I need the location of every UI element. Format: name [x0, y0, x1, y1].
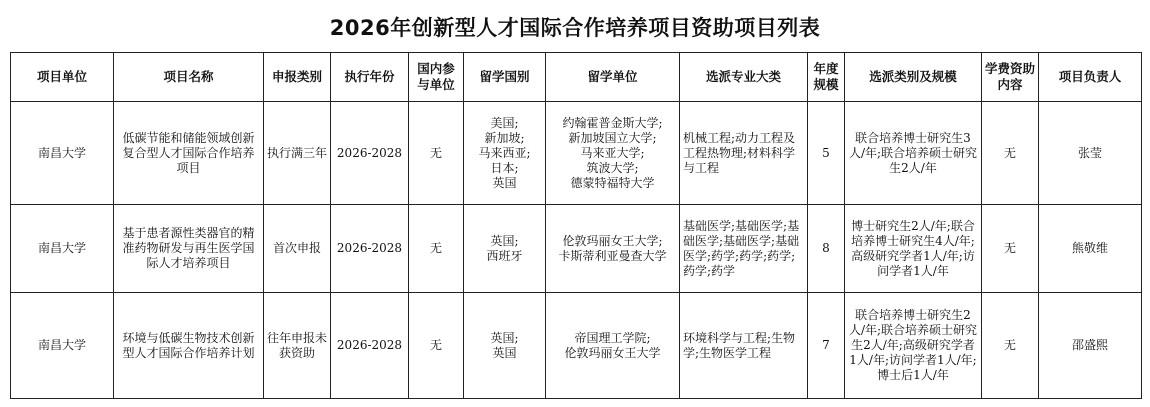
- header-partner: 国内参与单位: [409, 53, 464, 102]
- cell-major: 机械工程;动力工程及工程热物理;材料科学与工程: [680, 102, 808, 205]
- header-major: 选派专业大类: [680, 53, 808, 102]
- cell-scale: 7: [808, 293, 845, 399]
- cell-major: 环境科学与工程;生物学;生物医学工程: [680, 293, 808, 399]
- page-title: 2026年创新型人才国际合作培养项目资助项目列表: [329, 16, 821, 40]
- cell-type-scale: 博士研究生2人/年;联合培养博士研究生4人/年;高级研究学者1人/年;访问学者1人/年: [845, 205, 982, 293]
- country-item: 英国: [492, 345, 517, 360]
- country-item: 日本;: [490, 160, 519, 175]
- country-item: 英国;: [490, 330, 519, 345]
- cell-leader: 张莹: [1039, 102, 1142, 205]
- cell-years: 2026-2028: [331, 102, 409, 205]
- header-leader: 项目负责人: [1039, 53, 1142, 102]
- school-item: 伦敦玛丽女王大学;: [562, 233, 663, 248]
- cell-leader: 邵盛熙: [1039, 293, 1142, 399]
- cell-category: 首次申报: [264, 205, 331, 293]
- cell-unit: 南昌大学: [11, 205, 114, 293]
- school-item: 新加坡国立大学;: [568, 130, 657, 145]
- school-item: 约翰霍普金斯大学;: [562, 115, 663, 130]
- school-item: 马来亚大学;: [580, 145, 645, 160]
- header-scale: 年度规模: [808, 53, 845, 102]
- country-item: 新加坡;: [484, 130, 525, 145]
- cell-school: [546, 102, 680, 205]
- cell-partner: 无: [409, 293, 464, 399]
- projects-table: [10, 52, 1142, 399]
- cell-school: [546, 293, 680, 399]
- cell-years: 2026-2028: [331, 205, 409, 293]
- cell-country: [464, 205, 546, 293]
- cell-country: [464, 293, 546, 399]
- cell-type-scale: 联合培养博士研究生2人/年;联合培养硕士研究生2人/年;高级研究学者1人/年;访问学者1人/年;博士后1人/年: [845, 293, 982, 399]
- country-item: 西班牙: [486, 248, 523, 263]
- header-name: 项目名称: [114, 53, 264, 102]
- country-item: 英国;: [490, 233, 519, 248]
- cell-tuition: 无: [982, 205, 1039, 293]
- cell-name: 低碳节能和储能领域创新复合型人才国际合作培养项目: [114, 102, 264, 205]
- country-item: 英国: [492, 175, 517, 190]
- table-row: [11, 205, 1142, 293]
- country-item: 马来西亚;: [478, 145, 531, 160]
- cell-name: 基于患者源性类器官的精准药物研发与再生医学国际人才培养项目: [114, 205, 264, 293]
- cell-partner: 无: [409, 102, 464, 205]
- school-item: 筑波大学;: [586, 160, 639, 175]
- country-item: 美国;: [490, 115, 519, 130]
- cell-partner: 无: [409, 205, 464, 293]
- school-item: 帝国理工学院;: [574, 330, 651, 345]
- header-type-scale: 选派类别及规模: [845, 53, 982, 102]
- cell-unit: 南昌大学: [11, 293, 114, 399]
- cell-country: [464, 102, 546, 205]
- cell-leader: 熊敬维: [1039, 205, 1142, 293]
- school-item: 卡斯蒂利亚曼查大学: [558, 248, 667, 263]
- cell-scale: 8: [808, 205, 845, 293]
- cell-unit: 南昌大学: [11, 102, 114, 205]
- table-row: [11, 102, 1142, 205]
- cell-school: [546, 205, 680, 293]
- school-item: 伦敦玛丽女王大学: [564, 345, 661, 360]
- cell-major: 基础医学;基础医学;基础医学;基础医学;基础医学;药学;药学;药学;药学;药学: [680, 205, 808, 293]
- header-years: 执行年份: [331, 53, 409, 102]
- school-item: 德蒙特福特大学: [570, 175, 655, 190]
- table-header-row: [11, 53, 1142, 102]
- cell-name: 环境与低碳生物技术创新型人才国际合作培养计划: [114, 293, 264, 399]
- cell-tuition: 无: [982, 293, 1039, 399]
- cell-category: 往年申报未获资助: [264, 293, 331, 399]
- header-unit: 项目单位: [11, 53, 114, 102]
- cell-tuition: 无: [982, 102, 1039, 205]
- table-row: [11, 293, 1142, 399]
- cell-type-scale: 联合培养博士研究生3人/年;联合培养硕士研究生2人/年: [845, 102, 982, 205]
- header-school: 留学单位: [546, 53, 680, 102]
- cell-category: 执行满三年: [264, 102, 331, 205]
- cell-scale: 5: [808, 102, 845, 205]
- cell-years: 2026-2028: [331, 293, 409, 399]
- header-country: 留学国别: [464, 53, 546, 102]
- header-category: 申报类别: [264, 53, 331, 102]
- header-tuition: 学费资助内容: [982, 53, 1039, 102]
